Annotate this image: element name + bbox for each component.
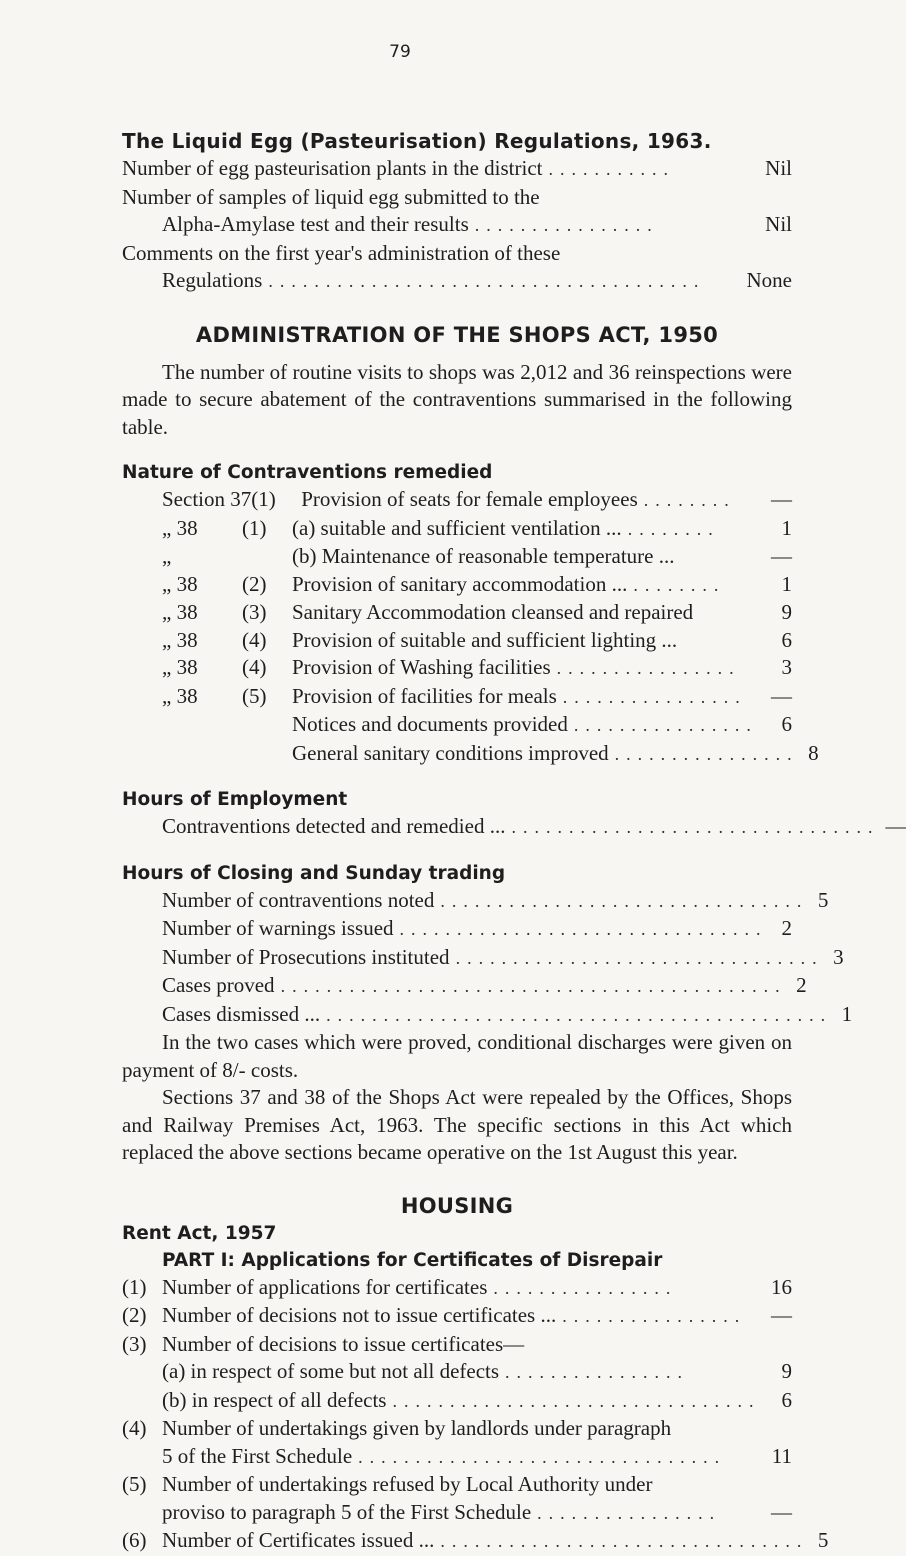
item-label: 5 of the First Schedule bbox=[162, 1443, 353, 1468]
closing-label: Cases dismissed ... bbox=[162, 1001, 321, 1026]
leader-dots: ................ bbox=[474, 215, 659, 235]
egg-row-label-line1: Number of samples of liquid egg submitted to the bbox=[122, 184, 540, 209]
item-value: 5 bbox=[817, 1528, 829, 1552]
subsection-ref: (1) bbox=[242, 515, 267, 540]
section-ref: „ 38 bbox=[162, 571, 198, 596]
closing-hours-title: Hours of Closing and Sunday trading bbox=[122, 862, 506, 884]
egg-row-value: None bbox=[746, 268, 792, 292]
contravention-row bbox=[162, 654, 792, 683]
item-value: — bbox=[771, 1499, 792, 1524]
item-label-line1: Number of undertakings refused by Local Authority under bbox=[162, 1472, 653, 1496]
closing-row bbox=[162, 944, 844, 973]
contravention-value: 9 bbox=[781, 600, 792, 624]
item-value: — bbox=[771, 1303, 792, 1327]
subsection-ref: (4) bbox=[242, 627, 267, 652]
item-label-line1: Number of undertakings given by landlords under paragraph bbox=[162, 1416, 672, 1440]
section-ref: „ 38 bbox=[162, 600, 198, 624]
item-label: Number of decisions to issue certificates— bbox=[162, 1331, 525, 1356]
closing-value: 5 bbox=[817, 887, 829, 912]
shops-act-title: ADMINISTRATION OF THE SHOPS ACT, 1950 bbox=[195, 322, 719, 347]
item-number: (5) bbox=[122, 1472, 147, 1496]
item-label: Number of decisions not to issue certificates ... bbox=[162, 1303, 557, 1327]
hours-employment-title: Hours of Employment bbox=[122, 789, 348, 810]
closing-value: 2 bbox=[781, 916, 792, 940]
contravention-value: — bbox=[771, 487, 792, 511]
contravention-label: Sanitary Accommodation cleansed and repaired bbox=[292, 600, 694, 624]
item-number: (1) bbox=[122, 1274, 147, 1299]
section-ref: „ 38 bbox=[162, 627, 198, 652]
item-value: 11 bbox=[771, 1443, 792, 1468]
contravention-value: — bbox=[771, 544, 792, 568]
leader-dots: ........ bbox=[643, 490, 736, 510]
egg-row-value: Nil bbox=[765, 212, 792, 236]
housing-item bbox=[122, 1387, 792, 1416]
hours-employment-label: Contraventions detected and remedied ... bbox=[162, 814, 506, 838]
leader-dots: ................................ bbox=[392, 1390, 761, 1411]
closing-label: Number of Prosecutions instituted bbox=[162, 944, 450, 969]
closing-value: 2 bbox=[796, 973, 807, 997]
item-value: 6 bbox=[781, 1387, 792, 1412]
closing-row bbox=[162, 1001, 853, 1030]
contravention-row bbox=[162, 627, 792, 655]
section-ref: „ 38 bbox=[162, 515, 198, 540]
leader-dots: ...................................... bbox=[268, 271, 706, 291]
leader-dots: ............................................ bbox=[280, 976, 787, 996]
item-value: 9 bbox=[781, 1359, 792, 1383]
leader-dots: ................................ bbox=[399, 919, 768, 939]
repeal-paragraph: Sections 37 and 38 of the Shops Act were repealed by the Offices, Shops and Railway Premises Act, 1963. The specific sections in this Act which replaced the above sections became operative on the 1st August this year. bbox=[122, 1085, 792, 1164]
closing-value: 3 bbox=[833, 944, 844, 969]
leader-dots: ................................ bbox=[440, 1531, 809, 1551]
rent-act-title: Rent Act, 1957 bbox=[122, 1222, 277, 1244]
hours-employment-value: — bbox=[885, 814, 906, 838]
leader-dots: ................................ bbox=[511, 817, 880, 837]
leader-dots: ........ bbox=[627, 518, 720, 539]
closing-row bbox=[162, 887, 829, 916]
egg-row-label: Regulations bbox=[162, 268, 263, 292]
closing-label: Number of warnings issued bbox=[162, 916, 394, 940]
housing-item bbox=[122, 1471, 792, 1499]
housing-item bbox=[122, 1527, 829, 1556]
leader-dots: ................................ bbox=[440, 890, 809, 911]
leader-dots: ................ bbox=[556, 658, 741, 678]
contravention-label: Notices and documents provided bbox=[292, 712, 568, 736]
item-label: (a) in respect of some but not all defects bbox=[162, 1359, 500, 1383]
subsection-ref: (3) bbox=[242, 600, 267, 624]
section-ref: „ 38 bbox=[162, 655, 198, 679]
section-ref: „ 38 bbox=[162, 683, 198, 708]
contravention-row bbox=[162, 543, 792, 571]
contravention-label: Provision of facilities for meals bbox=[292, 683, 557, 708]
leader-dots: ................ bbox=[505, 1362, 690, 1382]
item-number: (3) bbox=[122, 1331, 147, 1356]
section-ref: Section 37 bbox=[162, 487, 252, 511]
contravention-value: 3 bbox=[781, 655, 792, 679]
subsection-ref: (5) bbox=[242, 683, 267, 708]
leader-dots: ................ bbox=[562, 1306, 747, 1326]
contravention-label: Provision of suitable and sufficient lighting ... bbox=[292, 627, 678, 652]
item-number: (2) bbox=[122, 1303, 147, 1327]
leader-dots: ................ bbox=[537, 1502, 722, 1523]
leader-dots: ................................ bbox=[358, 1446, 727, 1467]
item-label: Number of applications for certificates bbox=[162, 1274, 488, 1299]
housing-item bbox=[122, 1302, 792, 1331]
contravention-label: Provision of seats for female employees bbox=[301, 487, 638, 511]
housing-item bbox=[122, 1443, 792, 1472]
egg-row bbox=[122, 211, 792, 240]
contravention-label: Provision of sanitary accommodation ... bbox=[292, 571, 628, 596]
housing-item bbox=[122, 1415, 792, 1443]
contravention-label: Provision of Washing facilities bbox=[292, 655, 551, 679]
item-label: proviso to paragraph 5 of the First Schedule bbox=[162, 1499, 532, 1524]
contravention-row bbox=[162, 515, 792, 544]
contravention-label: (a) suitable and sufficient ventilation ... bbox=[292, 515, 622, 540]
housing-item bbox=[122, 1331, 792, 1359]
egg-row-label: Number of egg pasteurisation plants in the district bbox=[122, 156, 543, 180]
leader-dots: ................ bbox=[562, 686, 747, 707]
leader-dots: ............................................ bbox=[326, 1004, 833, 1025]
subsection-ref: (1) bbox=[251, 487, 276, 511]
closing-value: 1 bbox=[841, 1001, 853, 1026]
contravention-value: — bbox=[771, 683, 792, 708]
subsection-ref: (4) bbox=[242, 655, 267, 679]
discharge-paragraph: In the two cases which were proved, conditional discharges were given on payment of 8/- costs. bbox=[122, 1030, 792, 1082]
contravention-row bbox=[162, 486, 792, 515]
contravention-label: General sanitary conditions improved bbox=[292, 740, 609, 765]
egg-row-label: Alpha-Amylase test and their results bbox=[162, 212, 469, 236]
item-label: (b) in respect of all defects bbox=[162, 1387, 387, 1412]
leader-dots: ................ bbox=[614, 743, 799, 764]
housing-item bbox=[122, 1274, 792, 1303]
contravention-row bbox=[162, 711, 792, 740]
closing-label: Number of contraventions noted bbox=[162, 887, 435, 912]
egg-row-value: Nil bbox=[765, 156, 792, 180]
housing-item bbox=[122, 1358, 792, 1387]
contravention-row bbox=[162, 599, 792, 627]
page-number: 79 bbox=[389, 42, 411, 62]
egg-row bbox=[122, 155, 792, 184]
leader-dots: ................................ bbox=[455, 947, 824, 968]
contravention-value: 6 bbox=[781, 627, 792, 652]
contravention-row bbox=[162, 740, 819, 769]
leader-dots: ................ bbox=[573, 715, 758, 735]
section-ref: „ bbox=[162, 544, 172, 568]
item-number: (4) bbox=[122, 1416, 147, 1440]
contravention-row bbox=[162, 571, 792, 600]
contravention-label: (b) Maintenance of reasonable temperature ... bbox=[292, 544, 675, 568]
page-content bbox=[122, 128, 906, 1556]
egg-row-label-line1: Comments on the first year's administration of these bbox=[122, 240, 561, 265]
leader-dots: ........ bbox=[633, 574, 726, 595]
contraventions-title: Nature of Contraventions remedied bbox=[122, 462, 493, 483]
subsection-ref: (2) bbox=[242, 571, 267, 596]
leader-dots: ................ bbox=[493, 1277, 678, 1298]
contravention-row bbox=[162, 683, 792, 712]
closing-row bbox=[162, 915, 792, 944]
egg-row bbox=[122, 267, 792, 296]
contravention-value: 1 bbox=[781, 515, 792, 540]
contravention-value: 8 bbox=[808, 740, 819, 765]
closing-label: Cases proved bbox=[162, 973, 275, 997]
closing-row bbox=[162, 972, 807, 1001]
part-one-title: PART I: Applications for Certificates of Disrepair bbox=[162, 1249, 663, 1271]
leader-dots: ........... bbox=[548, 159, 675, 179]
contravention-value: 6 bbox=[781, 712, 792, 736]
hours-employment-row bbox=[122, 813, 906, 842]
item-number: (6) bbox=[122, 1528, 147, 1552]
housing-title: HOUSING bbox=[400, 1193, 514, 1218]
item-value: 16 bbox=[771, 1274, 792, 1299]
egg-regulations-title: The Liquid Egg (Pasteurisation) Regulations, 1963. bbox=[122, 129, 712, 153]
shops-intro-paragraph: The number of routine visits to shops was 2,012 and 36 reinspections were made to secure abatement of the contraventions summarised in the following table. bbox=[122, 359, 792, 439]
housing-item bbox=[122, 1499, 792, 1528]
item-label: Number of Certificates issued ... bbox=[162, 1528, 435, 1552]
contravention-value: 1 bbox=[781, 571, 792, 596]
